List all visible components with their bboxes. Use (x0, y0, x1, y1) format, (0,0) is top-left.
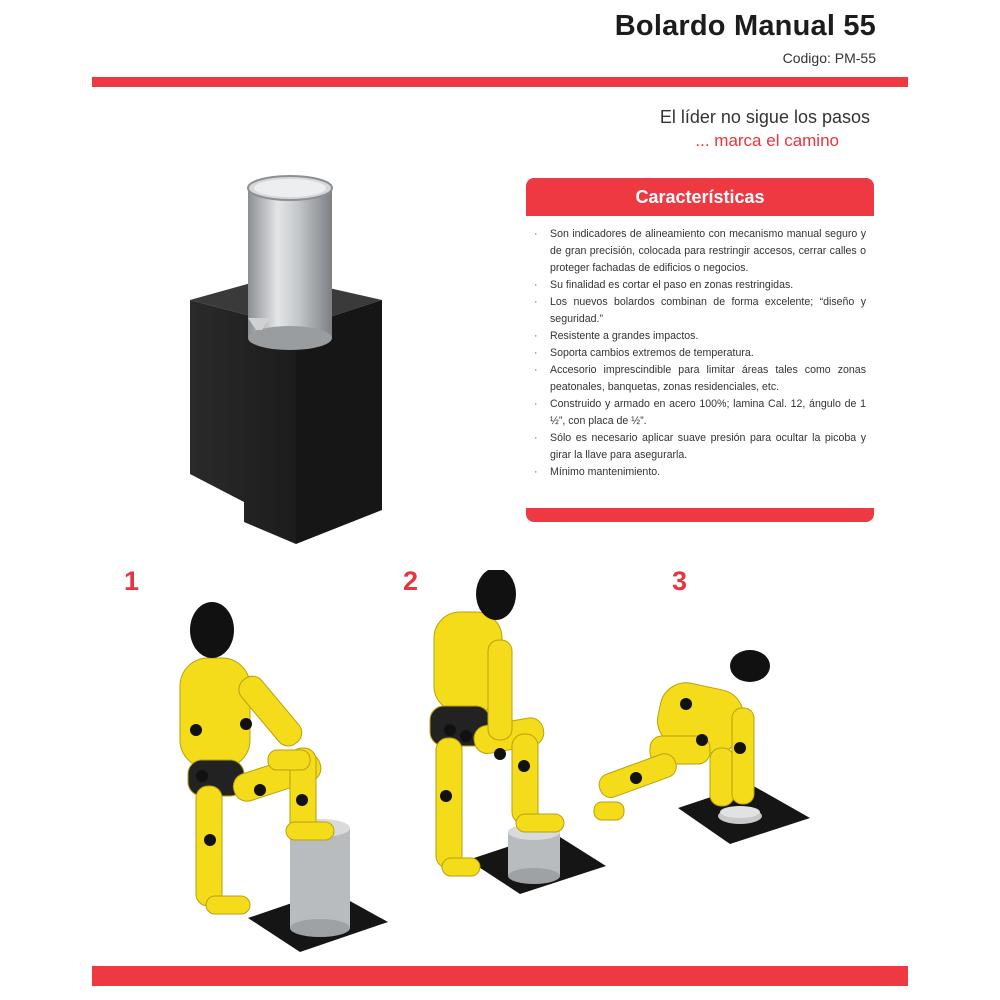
features-list (532, 226, 866, 481)
features-footer-bar (526, 508, 874, 522)
step-1-illustration (150, 600, 400, 965)
feature-item: · Soporta cambios extremos de temperatura. (532, 345, 866, 362)
header-rule (92, 77, 908, 87)
document-title: Bolardo Manual 55 (614, 10, 876, 42)
slogan-line-1: El líder no sigue los pasos (659, 107, 870, 127)
feature-item: · Accesorio imprescindible para limitar áreas tales como zonas peatonales, banquetas, zonas residenciales, etc. (532, 362, 866, 396)
step-number-1: 1 (124, 566, 140, 596)
footer-rule (92, 966, 908, 986)
features-heading: Características (526, 178, 874, 216)
feature-item: · Son indicadores de alineamiento con mecanismo manual seguro y de gran precisión, colocada para restringir accesos, cerrar calles o proteger fachadas de edificios o negocios. (532, 226, 866, 277)
step-number-3: 3 (672, 566, 688, 596)
step-3-illustration (590, 648, 820, 848)
feature-item: · Sólo es necesario aplicar suave presión para ocultar la picoba y girar la llave para asegurarla. (532, 430, 866, 464)
product-code: Codigo: PM-55 (782, 50, 876, 66)
slogan-line-2: ... marca el camino (695, 131, 839, 150)
feature-item: · Su finalidad es cortar el paso en zonas restringidas. (532, 277, 866, 294)
features-panel (526, 178, 874, 522)
feature-item: · Resistente a grandes impactos. (532, 328, 866, 345)
feature-item: · Los nuevos bolardos combinan de forma excelente; “diseño y seguridad.” (532, 294, 866, 328)
step-number-2: 2 (403, 566, 419, 596)
bollard-illustration (178, 172, 388, 547)
feature-item: · Construido y armado en acero 100%; lamina Cal. 12, ángulo de 1 ½”, con placa de ½”. (532, 396, 866, 430)
feature-item: · Mínimo mantenimiento. (532, 464, 866, 481)
